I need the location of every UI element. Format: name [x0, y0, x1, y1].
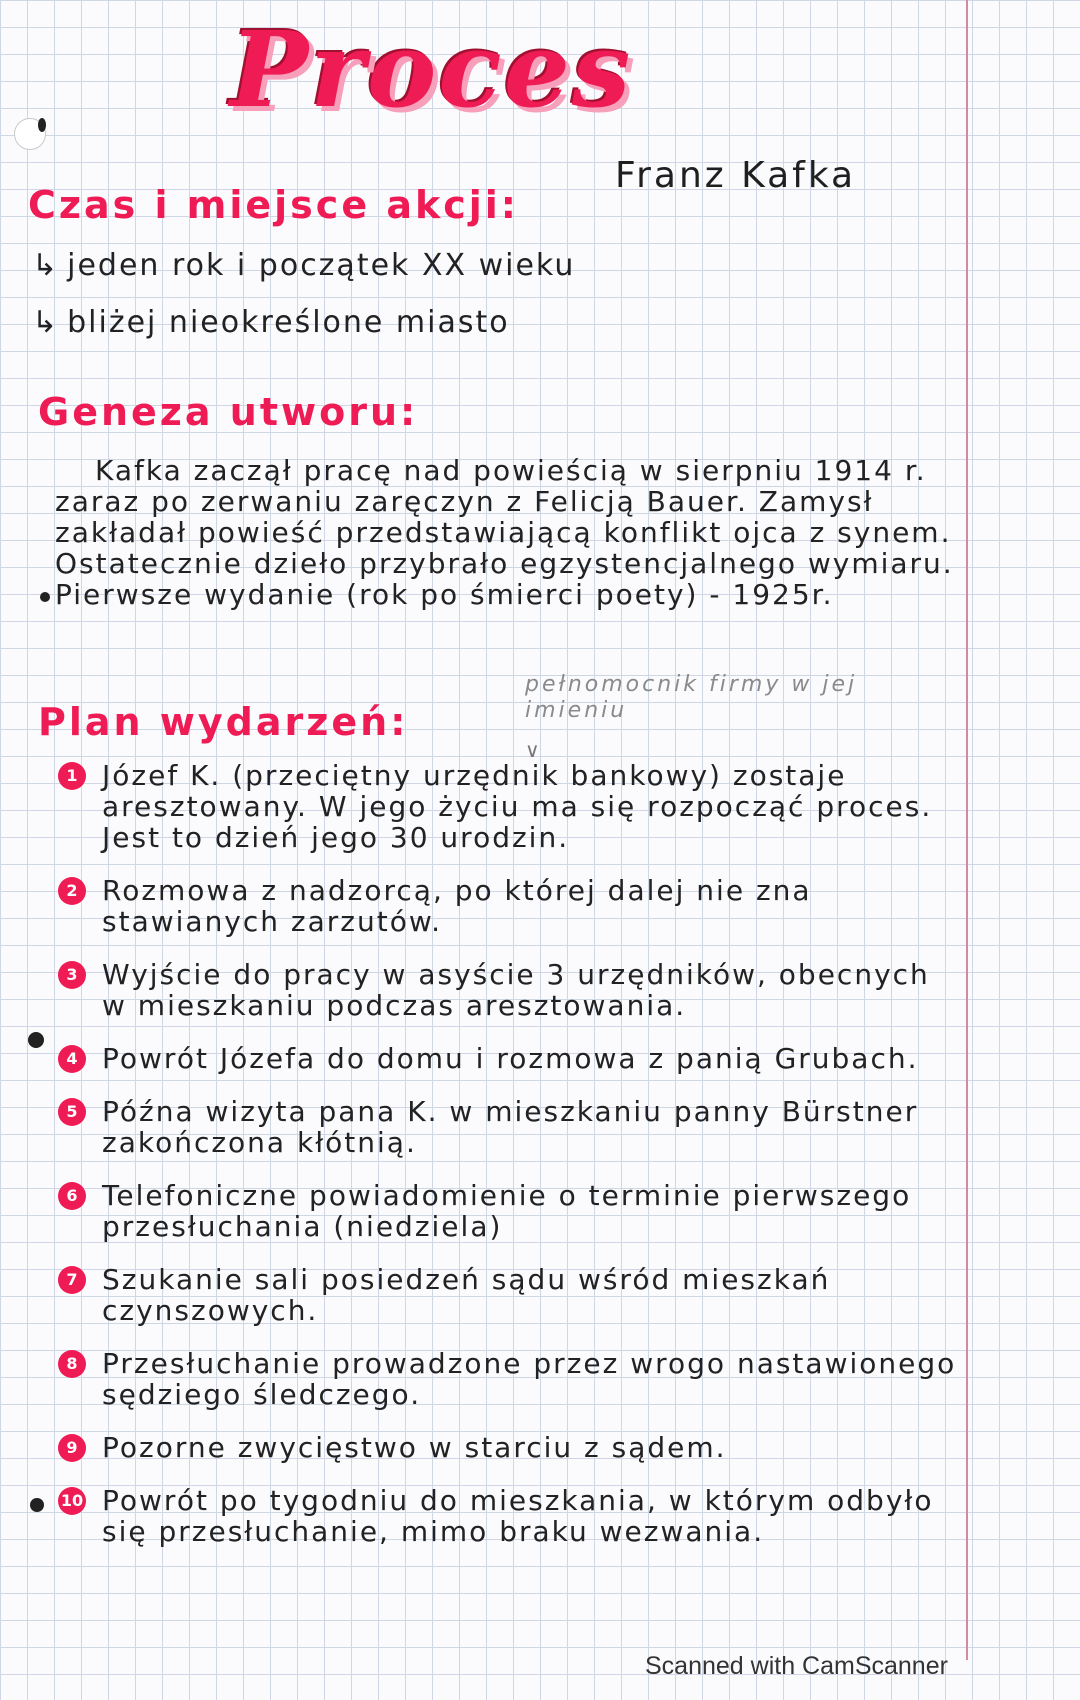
time-place-item: ↳ jeden rok i początek XX wieku — [32, 248, 576, 283]
event-number: 6 — [58, 1182, 86, 1210]
event-text: Józef K. (przeciętny urzędnik bankowy) zostaje aresztowany. W jego życiu ma się rozpocząć proces. Jest to dzień jego 30 urodzin. — [102, 759, 933, 854]
event-item — [58, 760, 963, 853]
event-number: 1 — [58, 762, 86, 790]
genesis-heading: Geneza utworu: — [38, 390, 419, 434]
note-arrow-icon: ∨ — [525, 738, 540, 762]
margin-note: pełnomocnik firmy w jej imieniu — [525, 672, 858, 723]
genesis-text: Kafka zaczął pracę nad powieścią w sierpniu 1914 r. zaraz po zerwaniu zaręczyn z Felicją Bauer. Zamysł zakładał powieść przedstawiającą konflikt ojca z synem. Ostatecznie dzieło przybrało egzystencjalnego wymiaru. Pierwsze wydanie (rok po śmierci poety) - 1925r. — [55, 454, 954, 611]
binder-dot — [28, 1032, 44, 1048]
event-text: Powrót po tygodniu do mieszkania, w którym odbyło się przesłuchanie, mimo braku wezwania. — [102, 1484, 934, 1548]
arrow-icon: ↳ — [32, 248, 60, 283]
event-item — [58, 1348, 963, 1410]
event-text: Wyjście do pracy w asyście 3 urzędników, obecnych w mieszkaniu podczas aresztowania. — [102, 958, 930, 1022]
time-place-item: ↳ bliżej nieokreślone miasto — [32, 305, 510, 340]
event-number: 2 — [58, 877, 86, 905]
event-number: 5 — [58, 1098, 86, 1126]
event-item — [58, 875, 963, 937]
event-number: 9 — [58, 1434, 86, 1462]
time-place-heading: Czas i miejsce akcji: — [28, 183, 520, 227]
event-number: 10 — [58, 1487, 86, 1515]
plan-heading: Plan wydarzeń: — [38, 700, 409, 744]
event-item — [58, 1043, 963, 1074]
event-text: Pozorne zwycięstwo w starciu z sądem. — [102, 1431, 727, 1464]
scanner-watermark: Scanned with CamScanner — [645, 1652, 948, 1680]
binder-dot — [40, 592, 50, 602]
margin-line — [966, 0, 968, 1660]
event-text: Szukanie sali posiedzeń sądu wśród mieszkań czynszowych. — [102, 1263, 831, 1327]
events-list — [58, 760, 963, 1569]
author: Franz Kafka — [615, 155, 857, 196]
event-item — [58, 1096, 963, 1158]
event-item — [58, 959, 963, 1021]
event-number: 3 — [58, 961, 86, 989]
event-item — [58, 1485, 963, 1547]
binder-dot — [38, 118, 46, 132]
event-item — [58, 1432, 963, 1463]
arrow-icon: ↳ — [32, 305, 60, 340]
event-number: 7 — [58, 1266, 86, 1294]
event-text: Powrót Józefa do domu i rozmowa z panią Grubach. — [102, 1042, 919, 1075]
event-text: Telefoniczne powiadomienie o terminie pierwszego przesłuchania (niedziela) — [102, 1179, 912, 1243]
event-text: Przesłuchanie prowadzone przez wrogo nastawionego sędziego śledczego. — [102, 1347, 957, 1411]
event-number: 4 — [58, 1045, 86, 1073]
event-text: Rozmowa z nadzorcą, po której dalej nie zna stawianych zarzutów. — [102, 874, 812, 938]
page-title: Proces — [230, 8, 633, 131]
event-text: Późna wizyta pana K. w mieszkaniu panny Bürstner zakończona kłótnią. — [102, 1095, 919, 1159]
event-number: 8 — [58, 1350, 86, 1378]
event-item — [58, 1180, 963, 1242]
binder-dot — [30, 1498, 44, 1512]
event-item — [58, 1264, 963, 1326]
